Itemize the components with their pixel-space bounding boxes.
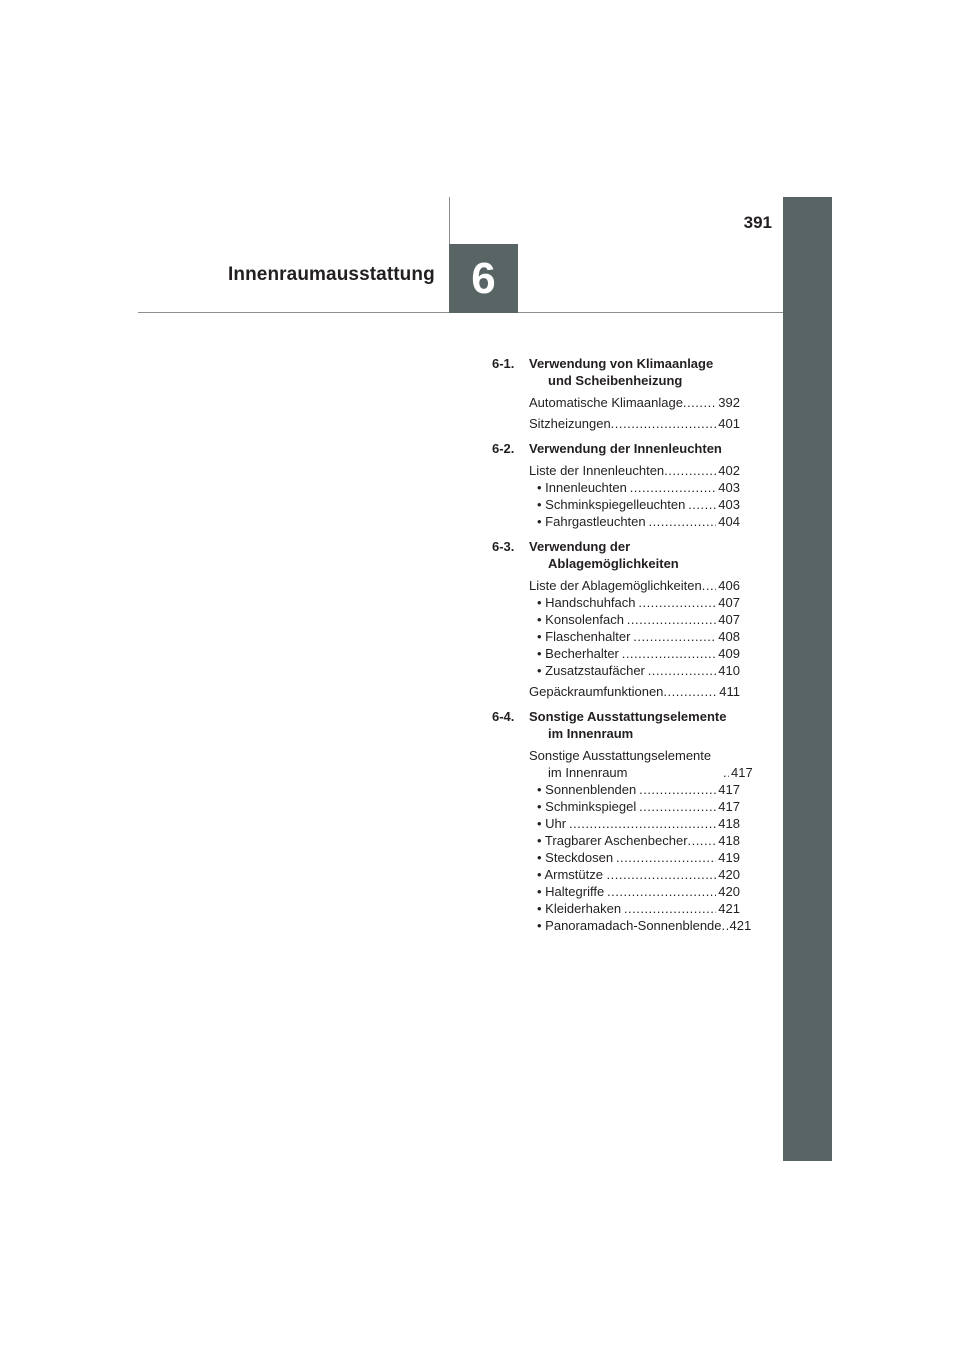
toc-entry-group bbox=[492, 683, 740, 700]
toc-entry-page: 421 bbox=[729, 918, 752, 933]
toc-section-title[interactable]: Verwendung von Klimaanlage und Scheibenheizung bbox=[529, 356, 714, 388]
toc-entry-label: • Becherhalter bbox=[537, 646, 619, 661]
toc-entry-label: • Haltegriffe bbox=[537, 884, 605, 899]
toc-entry-label: • Schminkspiegelleuchten bbox=[537, 497, 686, 512]
chapter-title: Innenraumausstattung bbox=[228, 264, 435, 285]
toc-entry-label: • Armstütze bbox=[537, 867, 603, 882]
toc-sub-entry[interactable] bbox=[529, 645, 740, 662]
toc-sub-entry[interactable] bbox=[529, 832, 740, 849]
toc-entry[interactable] bbox=[529, 577, 740, 594]
toc-section-number: 6-3. bbox=[492, 539, 515, 554]
toc-entry-label: Liste der Ablagemöglichkeiten bbox=[529, 578, 702, 593]
toc-entry-label: • Panoramadach-Sonnenblende bbox=[537, 918, 722, 933]
toc-entry-page: 411 bbox=[719, 684, 740, 699]
toc-entry-label: • Flaschenhalter bbox=[537, 629, 631, 644]
toc-entry-page: 403 bbox=[718, 497, 740, 512]
header-vertical-divider bbox=[449, 197, 450, 244]
toc-section bbox=[492, 708, 753, 934]
toc-entry-label: • Schminkspiegel bbox=[537, 799, 637, 814]
toc-section-heading bbox=[492, 538, 740, 572]
toc-entry-label: Sitzheizungen bbox=[529, 416, 611, 431]
toc-entry[interactable] bbox=[529, 394, 740, 411]
toc-entry-page: 419 bbox=[718, 850, 740, 865]
dot-leader bbox=[624, 900, 716, 917]
toc-entry[interactable] bbox=[529, 462, 740, 479]
toc-entry-page: 418 bbox=[718, 833, 740, 848]
toc-entry-page: 420 bbox=[718, 867, 740, 882]
dot-leader bbox=[611, 415, 717, 432]
toc-section-number: 6-4. bbox=[492, 709, 515, 724]
dot-leader bbox=[616, 849, 716, 866]
toc-sub-entry[interactable] bbox=[529, 815, 740, 832]
toc-entry-group bbox=[492, 415, 740, 432]
dot-leader bbox=[663, 683, 717, 700]
toc-entry-label: Liste der Innenleuchten bbox=[529, 463, 665, 478]
toc-entry-label: • Fahrgastleuchten bbox=[537, 514, 646, 529]
toc-entry-page: 418 bbox=[718, 816, 740, 831]
dot-leader bbox=[702, 577, 717, 594]
dot-leader bbox=[569, 815, 716, 832]
toc-entry-page: 408 bbox=[718, 629, 740, 644]
toc-entry-page: 402 bbox=[718, 463, 740, 478]
toc-entry-page: 401 bbox=[718, 416, 740, 431]
toc-entry-page: 403 bbox=[718, 480, 740, 495]
toc-entry-group bbox=[492, 577, 740, 679]
toc-sub-entry[interactable] bbox=[529, 900, 740, 917]
chapter-number: 6 bbox=[471, 253, 496, 303]
toc-section bbox=[492, 355, 740, 432]
toc-section-heading bbox=[492, 708, 740, 742]
toc-sub-entry[interactable] bbox=[529, 496, 740, 513]
dot-leader bbox=[627, 611, 717, 628]
toc-sub-entry[interactable] bbox=[529, 917, 752, 934]
toc-entry-label: • Zusatzstaufächer bbox=[537, 663, 645, 678]
toc-entry-label: • Konsolenfach bbox=[537, 612, 624, 627]
toc-sub-entry[interactable] bbox=[529, 513, 740, 530]
table-of-contents bbox=[492, 355, 753, 942]
dot-leader bbox=[607, 866, 717, 883]
dot-leader bbox=[688, 496, 716, 513]
toc-section-heading bbox=[492, 440, 740, 457]
dot-leader bbox=[639, 781, 716, 798]
toc-entry-page: 406 bbox=[718, 578, 740, 593]
toc-entry-page: 392 bbox=[718, 395, 740, 410]
dot-leader bbox=[648, 513, 716, 530]
page-number: 391 bbox=[743, 213, 772, 232]
toc-entry-label: • Uhr bbox=[537, 816, 567, 831]
toc-entry[interactable] bbox=[529, 415, 740, 432]
toc-sub-entry[interactable] bbox=[529, 594, 740, 611]
toc-section-heading bbox=[492, 355, 740, 389]
dot-leader bbox=[622, 645, 717, 662]
toc-entry-page: 404 bbox=[718, 514, 740, 529]
dot-leader bbox=[633, 628, 716, 645]
toc-entry-label: • Handschuhfach bbox=[537, 595, 636, 610]
toc-entry-group bbox=[492, 462, 740, 530]
toc-entry-label: • Innenleuchten bbox=[537, 480, 627, 495]
toc-sub-entry[interactable] bbox=[529, 611, 740, 628]
toc-section bbox=[492, 538, 740, 700]
dot-leader bbox=[638, 594, 716, 611]
dot-leader bbox=[607, 883, 716, 900]
toc-entry-label: Automatische Klimaanlage bbox=[529, 395, 683, 410]
toc-entry-page: 410 bbox=[718, 663, 740, 678]
toc-sub-entry[interactable] bbox=[529, 479, 740, 496]
toc-sub-entry[interactable] bbox=[529, 798, 740, 815]
toc-entry[interactable] bbox=[529, 747, 753, 781]
toc-entry-page: 417 bbox=[731, 765, 753, 780]
toc-entry-page: 421 bbox=[718, 901, 740, 916]
toc-entry-label: • Tragbarer Aschenbecher bbox=[537, 833, 688, 848]
toc-entry-group bbox=[492, 747, 753, 934]
toc-section-title[interactable]: Sonstige Ausstattungselemente im Innenraum bbox=[529, 709, 727, 741]
dot-leader bbox=[688, 832, 717, 849]
toc-entry-page: 417 bbox=[718, 782, 740, 797]
toc-sub-entry[interactable] bbox=[529, 662, 740, 679]
toc-sub-entry[interactable] bbox=[529, 866, 740, 883]
toc-entry-page: 417 bbox=[718, 799, 740, 814]
toc-entry-label: • Kleiderhaken bbox=[537, 901, 622, 916]
toc-sub-entry[interactable] bbox=[529, 883, 740, 900]
toc-entry-page: 407 bbox=[718, 595, 740, 610]
toc-entry-page: 420 bbox=[718, 884, 740, 899]
toc-entry-label: • Sonnenblenden bbox=[537, 782, 637, 797]
dot-leader bbox=[630, 479, 717, 496]
toc-entry[interactable] bbox=[529, 683, 740, 700]
chapter-number-box bbox=[449, 244, 518, 313]
toc-section-number: 6-2. bbox=[492, 441, 515, 456]
toc-sub-entry[interactable] bbox=[529, 781, 740, 798]
dot-leader bbox=[639, 798, 716, 815]
toc-section-number: 6-1. bbox=[492, 356, 515, 371]
toc-entry-page: 407 bbox=[718, 612, 740, 627]
toc-section-title[interactable]: Verwendung der Innenleuchten bbox=[529, 441, 722, 456]
toc-entry-page: 409 bbox=[718, 646, 740, 661]
toc-sub-entry[interactable] bbox=[529, 849, 740, 866]
dot-leader bbox=[648, 662, 717, 679]
toc-entry-label: • Steckdosen bbox=[537, 850, 614, 865]
toc-entry-label: Gepäckraumfunktionen bbox=[529, 684, 664, 699]
dot-leader bbox=[664, 462, 716, 479]
toc-sub-entry[interactable] bbox=[529, 628, 740, 645]
dot-leader bbox=[683, 394, 716, 411]
toc-section-title[interactable]: Verwendung der Ablagemöglichkeiten bbox=[529, 539, 679, 571]
chapter-side-tab bbox=[783, 197, 832, 1161]
toc-entry-group bbox=[492, 394, 740, 411]
toc-entry-label: Sonstige Ausstattungselemente im Innenraum bbox=[529, 748, 712, 780]
toc-section bbox=[492, 440, 740, 530]
